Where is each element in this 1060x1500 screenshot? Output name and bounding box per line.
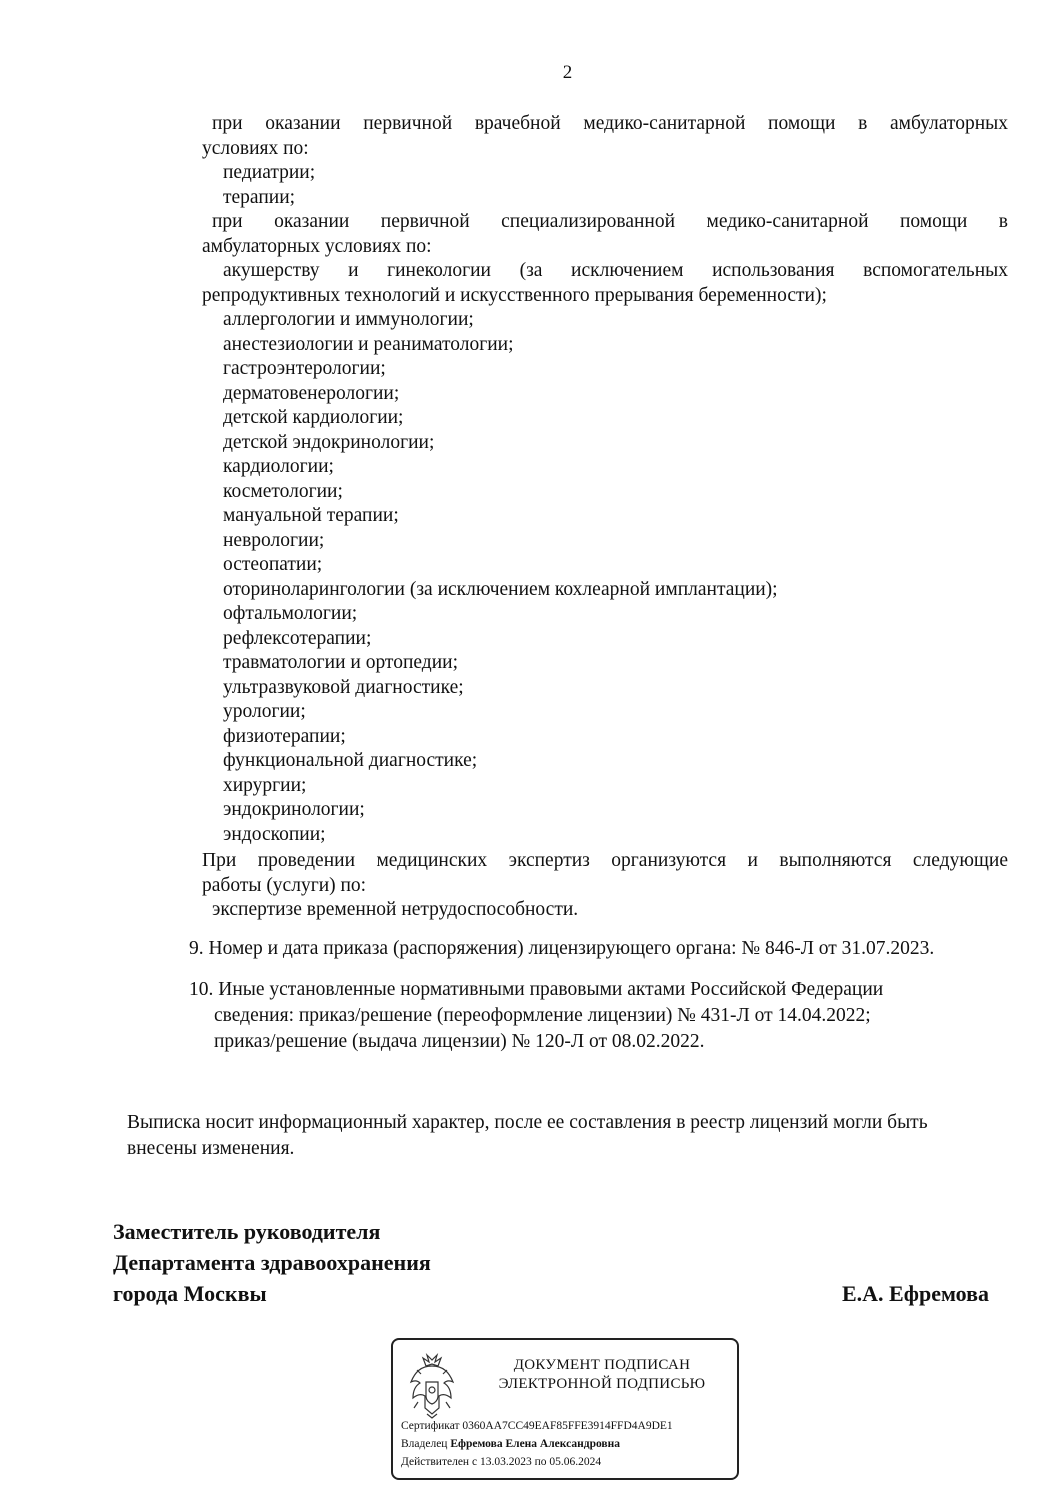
specialized-intro-line-2: амбулаторных условиях по: (202, 236, 432, 257)
list-item: гастроэнтерологии; (223, 358, 386, 379)
page-number: 2 (562, 62, 573, 83)
list-item: офтальмологии; (223, 603, 358, 624)
list-item: рефлексотерапии; (223, 628, 372, 649)
stamp-heading-line-1: ДОКУМЕНТ ПОДПИСАН (513, 1357, 691, 1373)
list-item: экспертизе временной нетрудоспособности. (212, 899, 579, 920)
owner-name: Ефремова Елена Александровна (450, 1438, 621, 1450)
list-item: остеопатии; (223, 554, 323, 575)
list-item: оториноларингологии (за исключением кохлеарной имплантации); (223, 579, 778, 600)
list-item: косметологии; (223, 481, 343, 502)
list-item: дерматовенерологии; (223, 383, 400, 404)
list-item: ультразвуковой диагностике; (223, 677, 464, 698)
list-item: функциональной диагностике; (223, 750, 478, 771)
note-line-2: внесены изменения. (127, 1138, 295, 1159)
stamp-certificate (401, 1419, 673, 1434)
primary-care-intro-line-2: условиях по: (202, 138, 309, 159)
list-item: мануальной терапии; (223, 505, 399, 526)
electronic-signature-stamp (391, 1338, 739, 1480)
specialized-intro-line-1: при оказании первичной специализированной медико-санитарной помощи в (212, 211, 1008, 232)
list-item: хирургии; (223, 775, 307, 796)
signatory-name: Е.А. Ефремова (842, 1281, 989, 1306)
list-item: урологии; (223, 701, 306, 722)
primary-care-intro-line-1: при оказании первичной врачебной медико-санитарной помощи в амбулаторных (212, 113, 1008, 134)
list-item: педиатрии; (223, 162, 316, 183)
list-item: эндоскопии; (223, 824, 326, 845)
list-item: аллергологии и иммунологии; (223, 309, 474, 330)
item-10-line-1: 10. Иные установленные нормативными правовыми актами Российской Федерации (189, 979, 884, 1000)
signatory-title-line-3: города Москвы (113, 1281, 267, 1306)
stamp-owner (401, 1437, 620, 1452)
item-10-line-3: приказ/решение (выдача лицензии) № 120-Л от 08.02.2022. (214, 1031, 705, 1052)
stamp-heading-line-2: ЭЛЕКТРОННОЙ ПОДПИСЬЮ (498, 1376, 706, 1392)
signatory-title-line-2: Департамента здравоохранения (113, 1250, 431, 1275)
list-item: эндокринологии; (223, 799, 365, 820)
list-item: травматологии и ортопедии; (223, 652, 458, 673)
obstetrics-line-1: акушерству и гинекологии (за исключением использования вспомогательных (223, 260, 1008, 281)
coat-of-arms-icon (403, 1352, 461, 1420)
list-item: детской эндокринологии; (223, 432, 435, 453)
item-9: 9. Номер и дата приказа (распоряжения) лицензирующего органа: № 846-Л от 31.07.2023. (189, 938, 935, 959)
list-item: анестезиологии и реаниматологии; (223, 334, 514, 355)
item-10-line-2: сведения: приказ/решение (переоформление лицензии) № 431-Л от 14.04.2022; (214, 1005, 871, 1026)
list-item: кардиологии; (223, 456, 334, 477)
list-item: физиотерапии; (223, 726, 346, 747)
certificate-number: 0360AA7CC49EAF85FFE3914FFD4A9DE1 (462, 1420, 673, 1432)
note-line-1: Выписка носит информационный характер, после ее составления в реестр лицензий могли быть (127, 1112, 928, 1133)
list-item: терапии; (223, 187, 296, 208)
certificate-label: Сертификат (401, 1420, 460, 1432)
expertise-intro-line-1: При проведении медицинских экспертиз организуются и выполняются следующие (202, 850, 1008, 871)
list-item: детской кардиологии; (223, 407, 404, 428)
signatory-title-line-1: Заместитель руководителя (113, 1219, 381, 1244)
expertise-intro-line-2: работы (услуги) по: (202, 875, 367, 896)
list-item: неврологии; (223, 530, 325, 551)
owner-label: Владелец (401, 1438, 448, 1450)
obstetrics-line-2: репродуктивных технологий и искусственного прерывания беременности); (202, 285, 827, 306)
stamp-validity: Действителен с 13.03.2023 по 05.06.2024 (401, 1456, 602, 1468)
